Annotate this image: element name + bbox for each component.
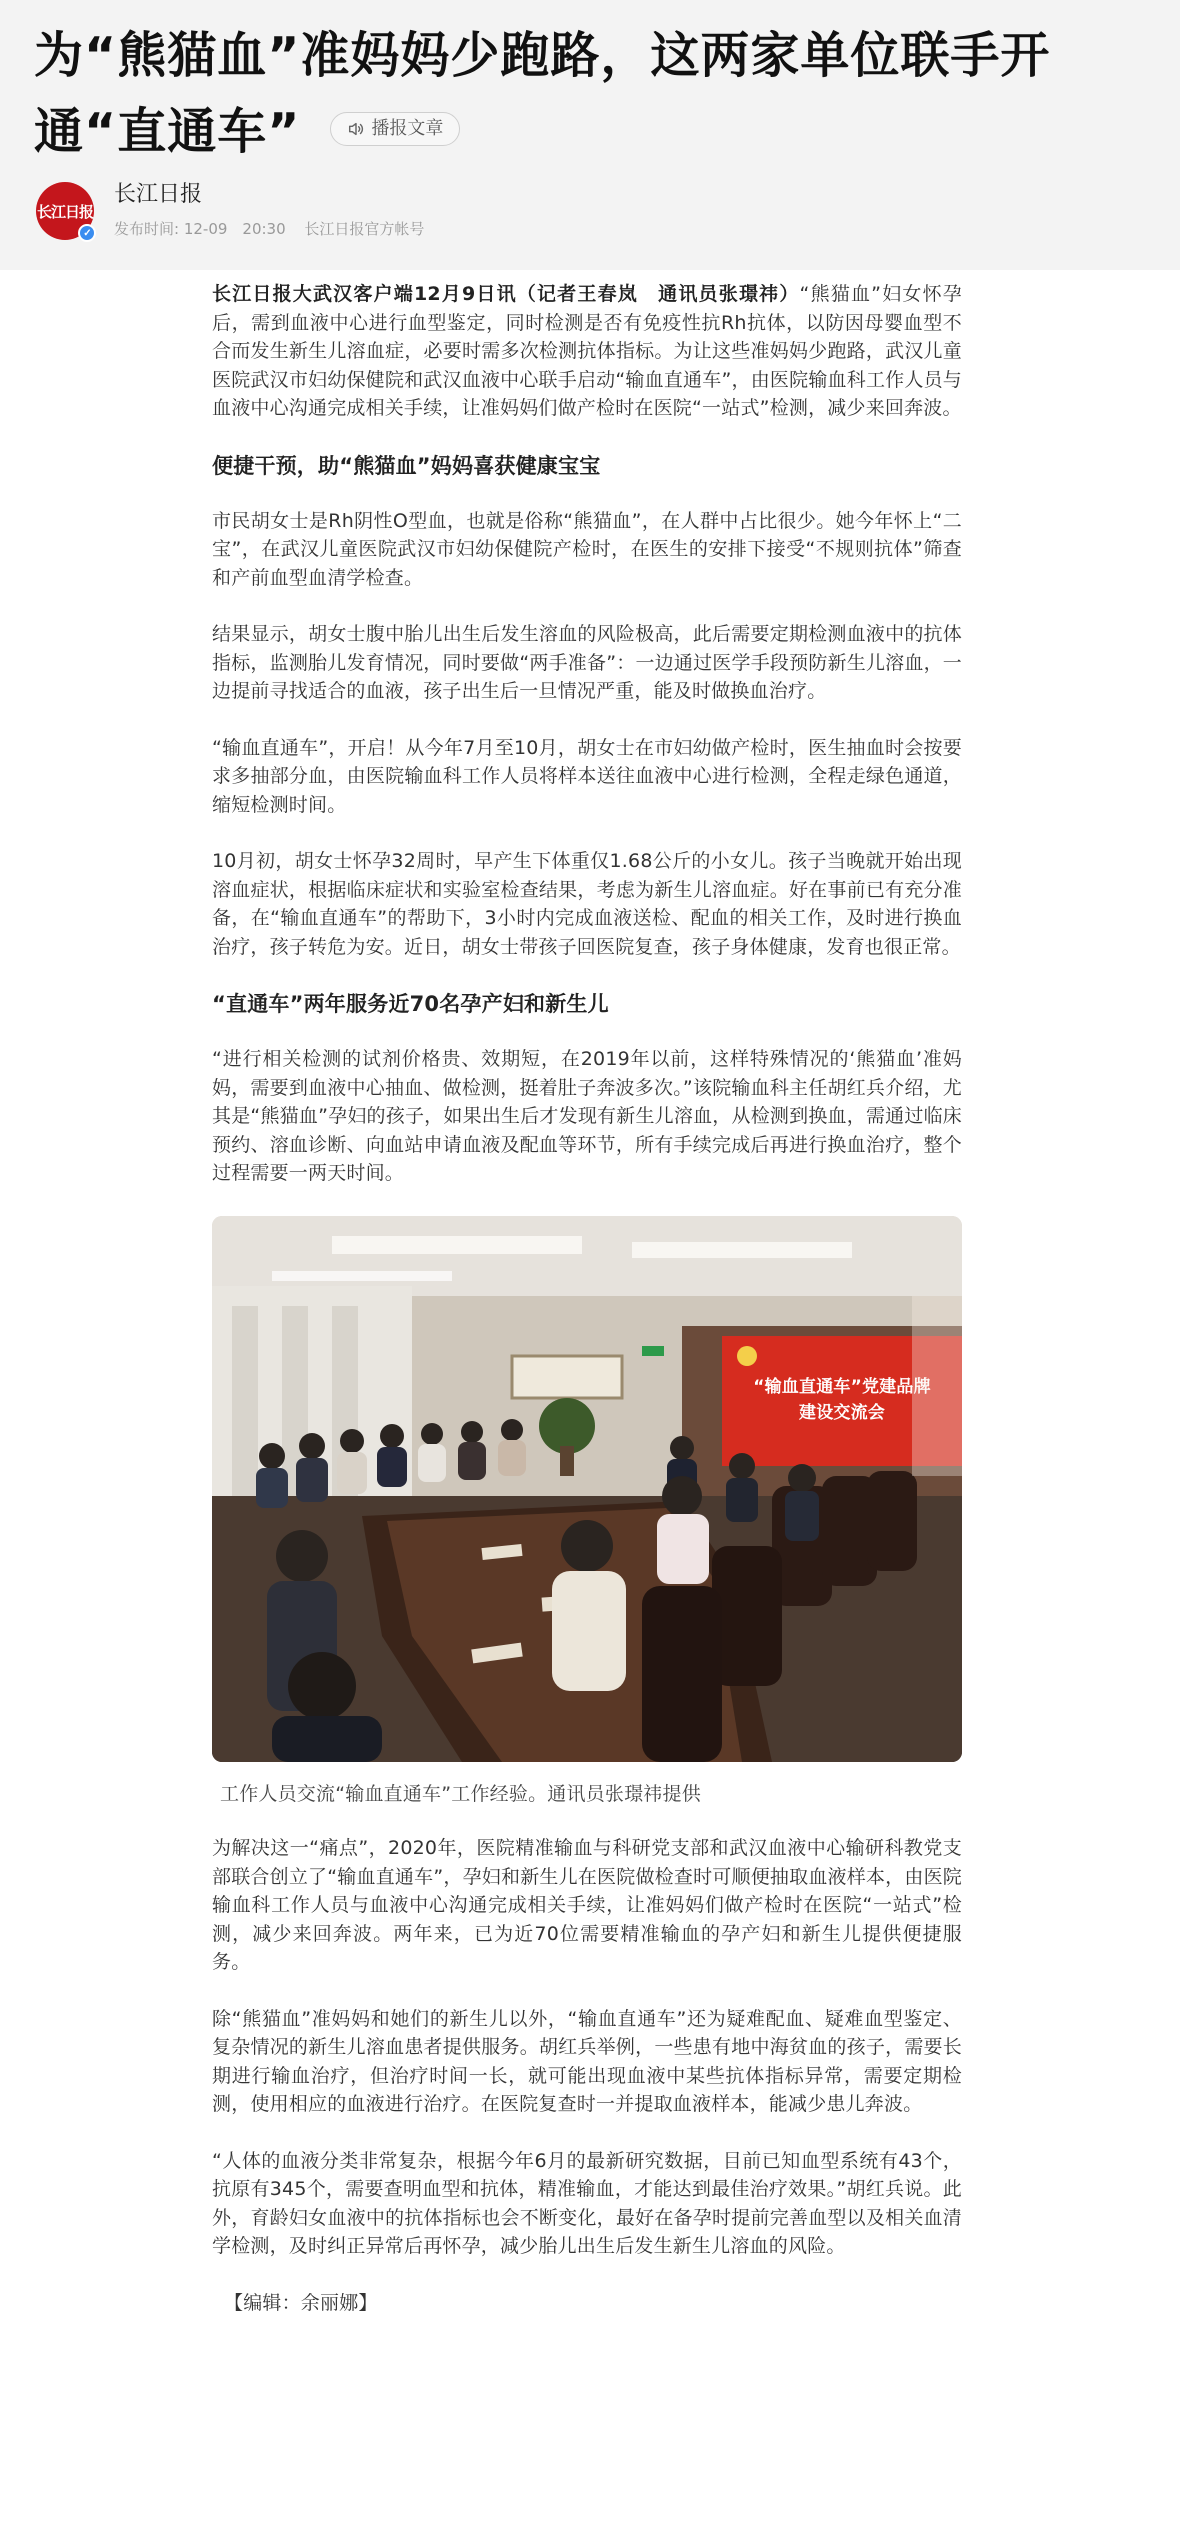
paragraph-1: 市民胡女士是Rh阴性O型血，也就是俗称“熊猫血”，在人群中占比很少。她今年怀上“二宝”，在武汉儿童医院武汉市妇幼保健院产检时，在医生的安排下接受“不规则抗体”筛查和产前血型血清学检查。	[212, 509, 962, 589]
section-heading-2: “直通车”两年服务近70名孕产妇和新生儿	[212, 992, 609, 1016]
section-heading-1: 便捷干预，助“熊猫血”妈妈喜获健康宝宝	[212, 453, 601, 478]
author-name[interactable]: 长江日报	[114, 182, 203, 207]
lead-text: “熊猫血”妇女怀孕后，需到血液中心进行血型鉴定，同时检测是否有免疫性抗Rh抗体，以防因母婴血型不合而发生新生儿溶血症，必要时需多次检测抗体指标。为让这些准妈妈少跑路，武汉儿童医院武汉市妇幼保健院和武汉血液中心联手启动“输血直通车”，由医院输血科工作人员与血液中心沟通完成相关手续，让准妈妈们做产检时在医院“一站式”检测，减少来回奔波。	[212, 283, 962, 419]
editor-credit: 【编辑：余丽娜】	[224, 2291, 378, 2314]
banner-line-2: 建设交流会	[799, 1402, 885, 1423]
avatar-logo-text: 长江日报	[36, 202, 93, 221]
paragraph-4: 10月初，胡女士怀孕32周时，早产生下体重仅1.68公斤的小女儿。孩子当晚就开始出现溶血症状，根据临床症状和实验室检查结果，考虑为新生儿溶血症。好在事前已有充分准备，在“输血直通车”的帮助下，3小时内完成血液送检、配血的相关工作，及时进行换血治疗，孩子转危为安。近日，胡女士带孩子回医院复查，孩子身体健康，发育也很正常。	[212, 850, 962, 958]
paragraph-2: 结果显示，胡女士腹中胎儿出生后发生溶血的风险极高，此后需要定期检测血液中的抗体指标，监测胎儿发育情况，同时要做“两手准备”：一边通过医学手段预防新生儿溶血，一边提前寻找适合的血液，孩子出生后一旦情况严重，能及时做换血治疗。	[212, 623, 962, 702]
banner-line-1: “输血直通车”党建品牌	[753, 1376, 931, 1397]
meeting-photo[interactable]	[212, 1216, 962, 1762]
author-row	[36, 180, 438, 242]
listen-button[interactable]	[330, 112, 460, 146]
publish-time: 发布时间: 12-09 20:30	[114, 220, 286, 238]
paragraph-5: “进行相关检测的试剂价格贵、效期短，在2019年以前，这样特殊情况的‘熊猫血’准妈妈，需要到血液中心抽血、做检测，挺着肚子奔波多次。”该院输血科主任胡红兵介绍，尤其是“熊猫血”孕妇的孩子，如果出生后才发现有新生儿溶血，从检测到换血，需通过临床预约、溶血诊断、向血站申请血液及配血等环节，所有手续完成后再进行换血治疗，整个过程需要一两天时间。	[212, 1048, 962, 1184]
author-meta	[114, 216, 438, 242]
article-title	[34, 18, 1164, 170]
paragraph-6: 为解决这一“痛点”，2020年，医院精准输血与科研党支部和武汉血液中心输研科教党支部联合创立了“输血直通车”，孕妇和新生儿在医院做检查时可顺便抽取血液样本，由医院输血科工作人员与血液中心沟通完成相关手续，让准妈妈们做产检时在医院“一站式”检测，减少来回奔波。两年来，已为近70位需要精准输血的孕产妇和新生儿提供便捷服务。	[212, 1837, 962, 1973]
article-title-text: 为“熊猫血”准妈妈少跑路，这两家单位联手开通“直通车”	[34, 27, 1051, 160]
article-header	[0, 0, 1180, 270]
meeting-photo-illustration	[212, 1216, 962, 1762]
account-description: 长江日报官方帐号	[304, 220, 425, 238]
avatar[interactable]	[36, 182, 94, 240]
paragraph-3: “输血直通车”，开启！从今年7月至10月，胡女士在市妇幼做产检时，医生抽血时会按要求多抽部分血，由医院输血科工作人员将样本送往血液中心进行检测，全程走绿色通道，缩短检测时间。	[212, 736, 962, 816]
article-body	[212, 270, 962, 2345]
lead-paragraph	[212, 280, 962, 423]
lead-dateline: 长江日报大武汉客户端12月9日讯（记者王春岚 通讯员张璟祎）	[212, 283, 800, 305]
listen-button-label: 播报文章	[371, 117, 444, 139]
paragraph-8: “人体的血液分类非常复杂，根据今年6月的最新研究数据，目前已知血型系统有43个，抗原有345个，需要查明血型和抗体，精准输血，才能达到最佳治疗效果。”胡红兵说。此外，育龄妇女血液中的抗体指标也会不断变化，最好在备孕时提前完善血型以及相关血清学检测，及时纠正异常后再怀孕，减少胎儿出生后发生新生儿溶血的风险。	[212, 2149, 962, 2257]
photo-caption: 工作人员交流“输血直通车”工作经验。通讯员张璟祎提供	[220, 1782, 701, 1805]
speaker-icon	[347, 120, 365, 138]
author-info	[114, 180, 438, 242]
paragraph-7: 除“熊猫血”准妈妈和她们的新生儿以外，“输血直通车”还为疑难配血、疑难血型鉴定、复杂情况的新生儿溶血患者提供服务。胡红兵举例，一些患有地中海贫血的孩子，需要长期进行输血治疗，但治疗时间一长，就可能出现血液中某些抗体指标异常，需要定期检测，使用相应的血液进行治疗。在医院复查时一并提取血液样本，能减少患儿奔波。	[212, 2007, 962, 2115]
verified-icon: ✓	[78, 224, 96, 242]
